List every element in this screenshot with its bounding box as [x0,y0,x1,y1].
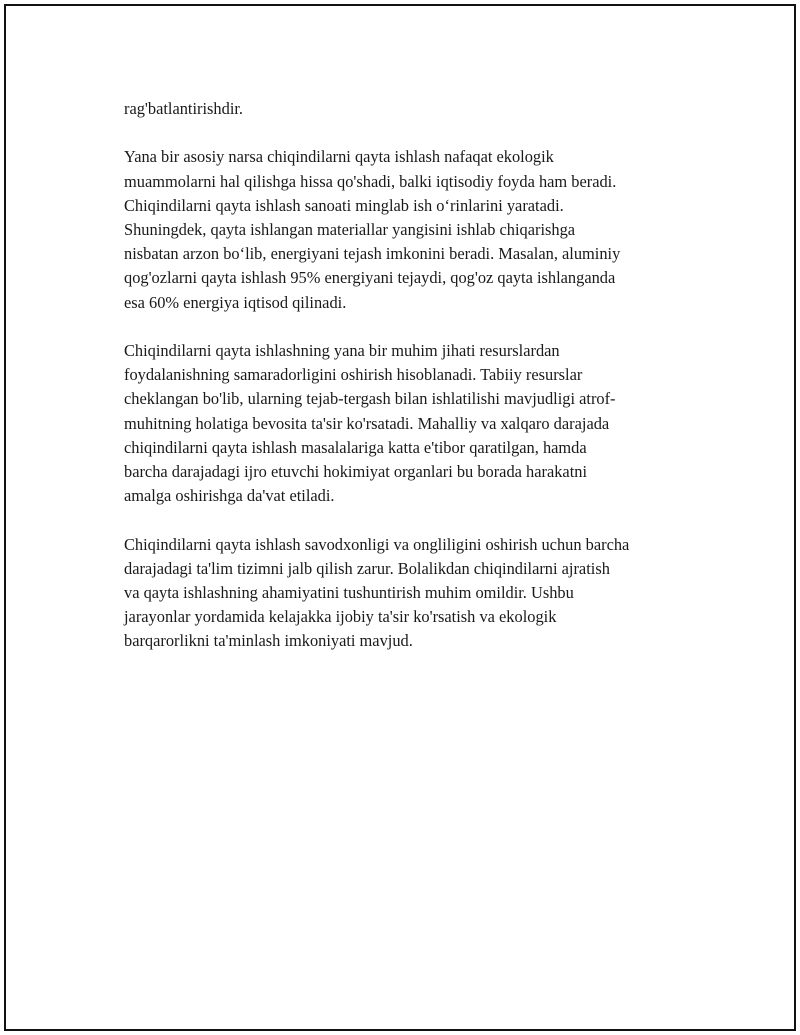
text-line: cheklangan bo'lib, ularning tejab-tergash bilan ishlatilishi mavjudligi atrof- [124,389,616,409]
text-line: Yana bir asosiy narsa chiqindilarni qayta ishlash nafaqat ekologik [124,147,554,167]
text-line: rag'batlantirishdir. [124,99,244,118]
text-line: va qayta ishlashning ahamiyatini tushuntirish muhim omildir. Ushbu [124,583,574,603]
text-line: foydalanishning samaradorligini oshirish hisoblanadi. Tabiiy resurslar [124,365,583,385]
text-line: qog'ozlarni qayta ishlash 95% energiyani tejaydi, qog'oz qayta ishlanganda [124,268,616,288]
text-line: nisbatan arzon bo‘lib, energiyani tejash imkonini beradi. Masalan, aluminiy [124,244,621,264]
text-line: barqarorlikni ta'minlash imkoniyati mavjud. [124,631,413,651]
text-line: amalga oshirishga da'vat etiladi. [124,486,335,506]
text-line: Chiqindilarni qayta ishlash savodxonligi va ongliligini oshirish uchun barcha [124,534,630,554]
text-line: Chiqindilarni qayta ishlashning yana bir muhim jihati resurslardan [124,341,560,360]
paragraph-4 [124,533,694,654]
text-line: Chiqindilarni qayta ishlash sanoati minglab ish o‘rinlarini yaratadi. [124,195,564,215]
paragraph-3 [124,339,694,508]
text-line: jarayonlar yordamida kelajakka ijobiy ta'sir ko'rsatish va ekologik [124,607,557,627]
paragraph-1 [124,97,694,121]
page-frame [4,4,796,1031]
document-body [124,97,694,678]
text-line: muammolarni hal qilishga hissa qo'shadi, balki iqtisodiy foyda ham beradi. [124,171,617,191]
text-line: esa 60% energiya iqtisod qilinadi. [124,292,347,312]
text-line: Shuningdek, qayta ishlangan materiallar yangisini ishlab chiqarishga [124,220,576,239]
text-line: chiqindilarni qayta ishlash masalalariga katta e'tibor qaratilgan, hamda [124,437,587,457]
text-line: darajadagi ta'lim tizimni jalb qilish zarur. Bolalikdan chiqindilarni ajratish [124,558,610,578]
paragraph-2 [124,145,694,314]
text-line: muhitning holatiga bevosita ta'sir ko'rsatadi. Mahalliy va xalqaro darajada [124,413,610,433]
text-line: barcha darajadagi ijro etuvchi hokimiyat organlari bu borada harakatni [124,462,588,482]
